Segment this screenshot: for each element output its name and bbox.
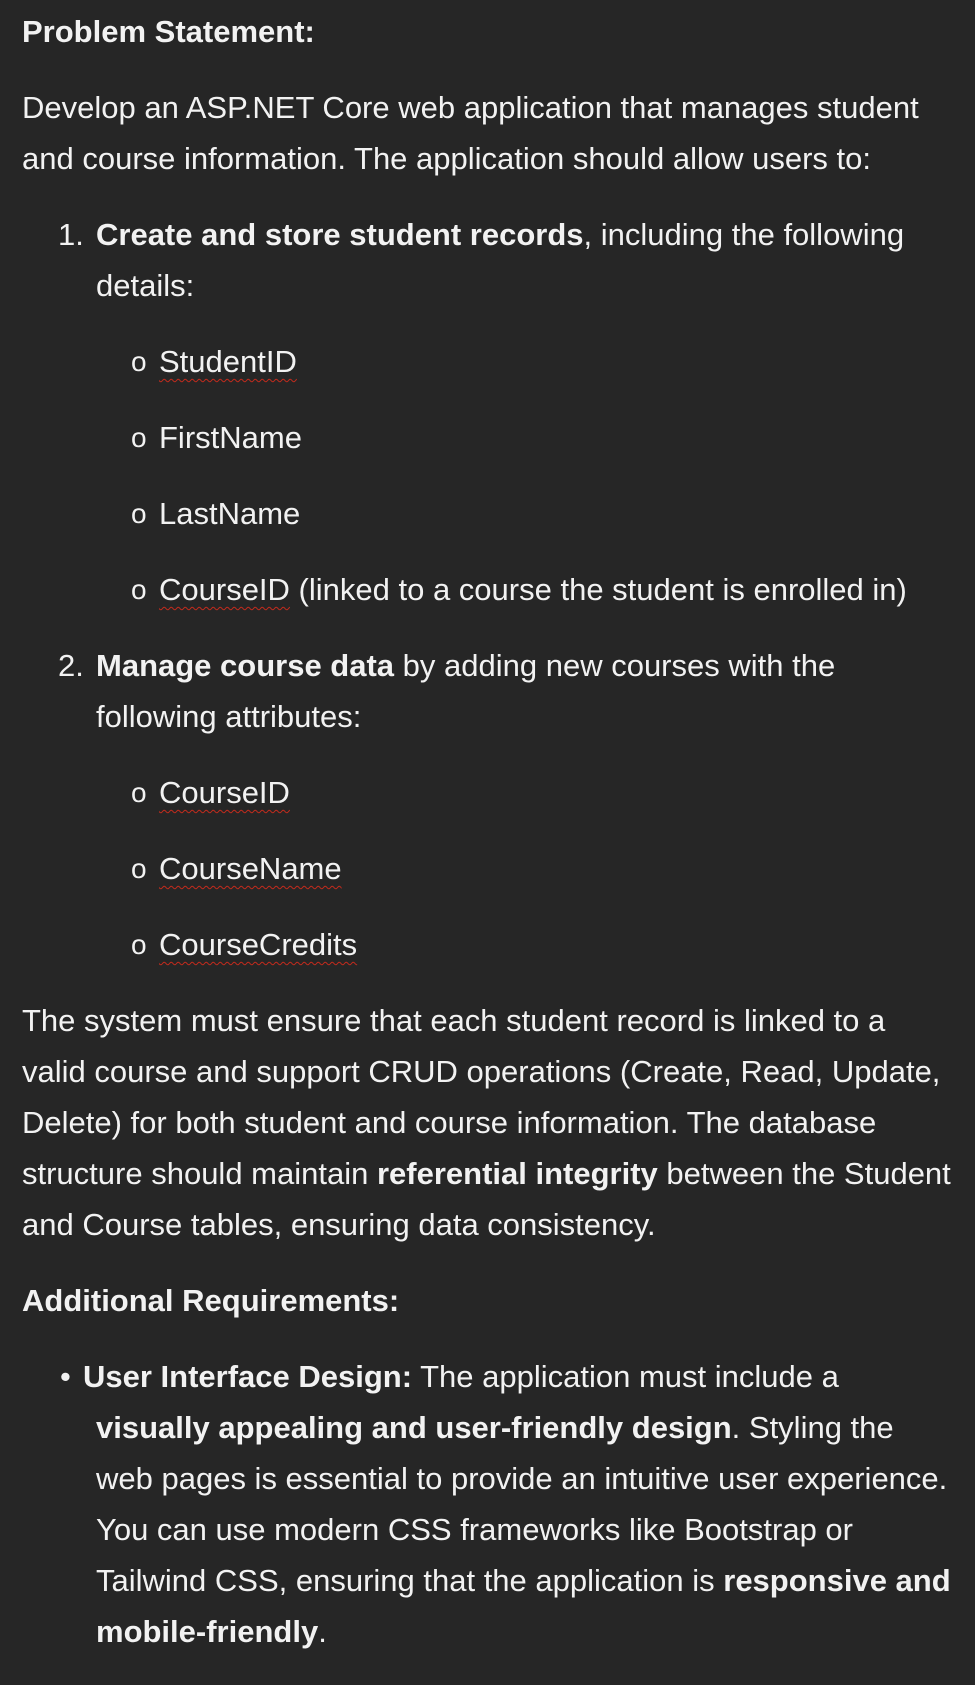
item-text: by adding new courses with the following attributes: <box>96 648 836 734</box>
list-item <box>22 412 953 463</box>
circle-bullet-icon: o <box>131 346 147 377</box>
problem-heading: Problem Statement: <box>22 14 315 49</box>
ui-label: User Interface Design: <box>83 1359 413 1394</box>
list-item <box>22 767 953 818</box>
numbered-item-1 <box>22 209 953 311</box>
field-name: StudentID <box>159 344 297 379</box>
system-paragraph <box>22 995 953 1250</box>
field-name: LastName <box>159 496 301 531</box>
ui-bold-text: visually appealing and user-friendly design <box>96 1410 732 1445</box>
list-item <box>22 843 953 894</box>
ui-bold-text: responsive and mobile-friendly <box>96 1563 951 1649</box>
additional-heading: Additional Requirements: <box>22 1283 400 1318</box>
list-item <box>22 564 953 615</box>
field-name: CourseID <box>159 775 290 810</box>
field-name: CourseID <box>159 572 290 607</box>
numbered-item-2 <box>22 640 953 742</box>
item-number: 1. <box>58 217 84 252</box>
circle-bullet-icon: o <box>131 853 147 884</box>
system-bold-text: referential integrity <box>376 1156 658 1191</box>
item-number: 2. <box>58 648 84 683</box>
course-fields-list <box>22 767 953 970</box>
list-item <box>22 919 953 970</box>
field-name: FirstName <box>159 420 302 455</box>
ui-design-bullet <box>22 1351 953 1657</box>
ui-text: . <box>318 1614 327 1649</box>
item-bold-text: Create and store student records <box>96 217 584 252</box>
field-name: CourseCredits <box>159 927 358 962</box>
student-fields-list <box>22 336 953 615</box>
intro-paragraph: Develop an ASP.NET Core web application that manages student and course information. The application should allow users to: <box>22 90 919 176</box>
list-item <box>22 488 953 539</box>
circle-bullet-icon: o <box>131 929 147 960</box>
field-name: CourseName <box>159 851 342 886</box>
system-text: between the Student and Course tables, ensuring data consistency. <box>22 1156 951 1242</box>
ui-text: . Styling the web pages is essential to provide an intuitive user experience. You can use modern CSS frameworks like Bootstrap or Tailwind CSS, ensuring that the application is <box>96 1410 948 1598</box>
circle-bullet-icon: o <box>131 777 147 808</box>
system-text: The system must ensure that each student record is linked to a valid course and support CRUD operations (Create, Read, Update, Delete) for both student and course information. The database structure should maintain <box>22 1003 941 1191</box>
circle-bullet-icon: o <box>131 574 147 605</box>
field-note: (linked to a course the student is enrolled in) <box>289 572 907 607</box>
ui-text: The application must include a <box>412 1359 839 1394</box>
circle-bullet-icon: o <box>131 422 147 453</box>
item-bold-text: Manage course data <box>96 648 395 683</box>
item-text: , including the following details: <box>96 217 905 303</box>
bullet-icon: • <box>60 1359 71 1394</box>
list-item <box>22 336 953 387</box>
circle-bullet-icon: o <box>131 498 147 529</box>
